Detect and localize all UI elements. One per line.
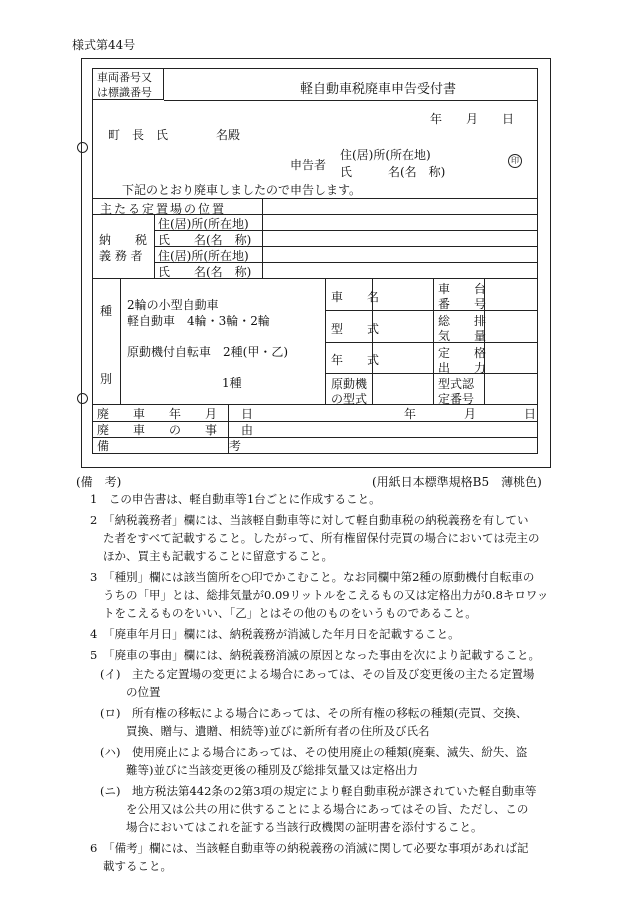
type-option: 1種 [222,376,242,390]
col-line [325,278,326,404]
addressee: 町 長 氏 名殿 [108,128,241,142]
note-line: (ハ) 使用廃止による場合にあっては、その使用廃止の種類(廃棄、滅失、紛失、盗 [100,745,528,759]
note-line: 場合においてはこれを証する当該行政機関の証明書を添付すること。 [126,820,483,834]
note-line: た者をすべて記載すること。したがって、所有権留保付売買の場合においては売主の [103,531,540,545]
main-storage-label: 主たる定置場の位置 [100,202,227,216]
note-line: 難等)並びに当該変更後の種別及び総排気量又は定格出力 [126,763,418,777]
note-line: 1 この申告書は、軽自動車等1台ごとに作成すること。 [90,492,381,506]
notes-heading: (備 考) [76,475,122,489]
note-line: を公用又は公共の用に供することによる場合にあってはその旨、ただし、この [126,802,529,816]
scrap-date-value: 年 月 日 [404,407,537,421]
form-title: 軽自動車税廃車申告受付書 [300,82,457,97]
spec-right-label: 定番号 [438,392,475,406]
declarant-label: 申告者 [290,158,327,172]
note-line: 2 「納税義務者」欄には、当該軽自動車等に対して軽自動車税の納税義務を有してい [90,513,529,527]
seal-icon: 印 [508,154,522,168]
note-line: 5 「廃車の事由」欄には、納税義務消滅の原因となった事由を次により記載すること。 [90,648,541,662]
spec-right-label: 気 量 [438,329,487,343]
note-line: 6 「備考」欄には、当該軽自動車等の納税義務の消滅に関して必要な事項があれば記 [90,841,529,855]
statement: 下記のとおり廃車しましたので申告します。 [122,183,362,197]
note-line: (ロ) 所有権の移転による場合にあっては、その所有権の移転の種類(売買、交換、 [100,706,528,720]
note-line: (イ) 主たる定置場の変更による場合にあっては、その旨及び変更後の主たる定置場 [100,667,535,681]
spec-label-model: 型 式 [331,322,380,336]
note-line: 4 「廃車年月日」欄には、納税義務が消滅した年月日を記載すること。 [90,627,460,641]
row-line [92,278,538,279]
note-line: トをこえるものをいい、「乙」とはその他のものをいうものであること。 [103,606,477,620]
title-row-divider [164,100,538,101]
type-option: 軽自動車 4輪・3輪・2輪 [127,314,270,328]
note-line: の位置 [126,685,161,699]
note-line: 買換、贈与、遺贈、相続等)並びに新所有者の住所及び氏名 [126,724,430,738]
paper-spec: (用紙日本標準規格B5 薄桃色) [372,475,542,489]
spec-right-label: 定 格 [438,346,487,360]
submission-date: 年 月 日 [430,112,515,126]
col-line [433,278,434,404]
taxpayer-row-label: 氏 名(名 称) [158,233,252,247]
spec-right-label: 車 台 [438,282,487,296]
note-line: 3 「種別」欄には該当箇所を○印でかこむこと。なお同欄中第2種の原動機付自転車の [90,570,535,584]
form-number: 様式第44号 [72,38,136,52]
type-option: 原動機付自転車 2種(甲・乙) [127,345,288,359]
type-label-2: 別 [100,372,113,386]
declarant-name-label: 氏 名(名 称) [340,165,446,179]
row-line [92,198,538,199]
spec-label-car-name: 車 名 [331,290,380,304]
spec-right-label: 型式認 [438,377,475,391]
scrap-date-label: 廃 車 年 月 日 [97,407,254,421]
type-label-1: 種 [100,304,113,318]
spec-label-engine-1: 原動機 [331,377,368,391]
spec-right-label: 出 力 [438,361,487,375]
taxpayer-row-label: 住(居)所(所在地) [158,217,249,231]
row-line [325,310,538,311]
note-line: うちの「甲」とは、総排気量が0.09リットルをこえるもの又は定格出力が0.8キロワッ [103,588,549,602]
col-line [262,198,263,278]
type-option: 2輪の小型自動車 [127,298,219,312]
taxpayer-row-label: 氏 名(名 称) [158,265,252,279]
spec-label-year: 年 式 [331,353,380,367]
row-line [325,342,538,343]
note-line: ほか、買主も記載することに留意すること。 [103,549,333,563]
remarks-label: 備 考 [97,439,242,453]
col-line [120,278,121,404]
row-line [325,373,538,374]
note-line: 載すること。 [103,859,172,873]
declarant-address-label: 住(居)所(所在地) [340,148,431,162]
taxpayer-label-2: 義 務 者 [99,249,143,263]
taxpayer-label-1: 納 税 [99,233,148,247]
vehicle-number-label-1: 車両番号又 [97,71,152,84]
spec-right-label: 番 号 [438,297,487,311]
scrap-reason-label: 廃 車 の 事 由 [97,423,254,437]
vehicle-number-label-2: は標識番号 [97,86,152,99]
spec-label-engine-2: の型式 [331,392,368,406]
note-line: (ニ) 地方税法第442条の2第3項の規定により軽自動車税が課されていた軽自動車等 [100,784,537,798]
spec-right-label: 総 排 [438,314,487,328]
taxpayer-row-label: 住(居)所(所在地) [158,249,249,263]
